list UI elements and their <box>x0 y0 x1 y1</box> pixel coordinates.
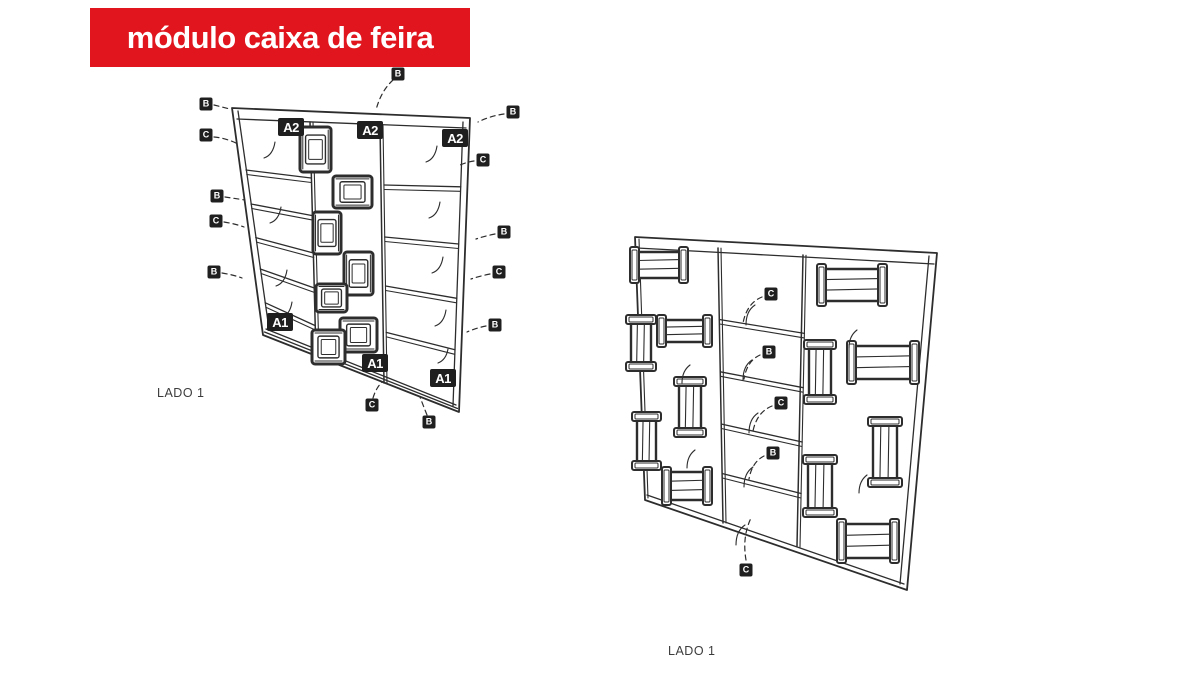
part-label-b: B <box>498 226 511 239</box>
part-label-c: C <box>366 399 379 412</box>
back-diagram-caption: LADO 1 <box>668 644 716 658</box>
part-label-b: B <box>208 266 221 279</box>
front-panel-drawing <box>180 58 540 448</box>
part-label-b: B <box>767 447 780 460</box>
diagram-lado1-back <box>595 215 955 655</box>
part-label-b: B <box>392 68 405 81</box>
part-label-b: B <box>763 346 776 359</box>
part-label-c: C <box>765 288 778 301</box>
part-label-b: B <box>489 319 502 332</box>
part-label-a1: A1 <box>430 369 456 387</box>
part-label-c: C <box>493 266 506 279</box>
part-label-b: B <box>507 106 520 119</box>
part-label-b: B <box>211 190 224 203</box>
part-label-b: B <box>200 98 213 111</box>
part-label-a2: A2 <box>442 129 468 147</box>
page-title: módulo caixa de feira <box>126 19 434 55</box>
part-label-c: C <box>740 564 753 577</box>
diagram-lado1-front <box>180 58 540 448</box>
part-label-c: C <box>477 154 490 167</box>
part-label-c: C <box>200 129 213 142</box>
part-label-c: C <box>210 215 223 228</box>
part-label-a1: A1 <box>362 354 388 372</box>
front-diagram-caption: LADO 1 <box>157 386 205 400</box>
part-label-a2: A2 <box>357 121 383 139</box>
part-label-c: C <box>775 397 788 410</box>
part-label-a1: A1 <box>267 313 293 331</box>
part-label-b: B <box>423 416 436 429</box>
part-label-a2: A2 <box>278 118 304 136</box>
back-panel-drawing <box>595 215 955 615</box>
